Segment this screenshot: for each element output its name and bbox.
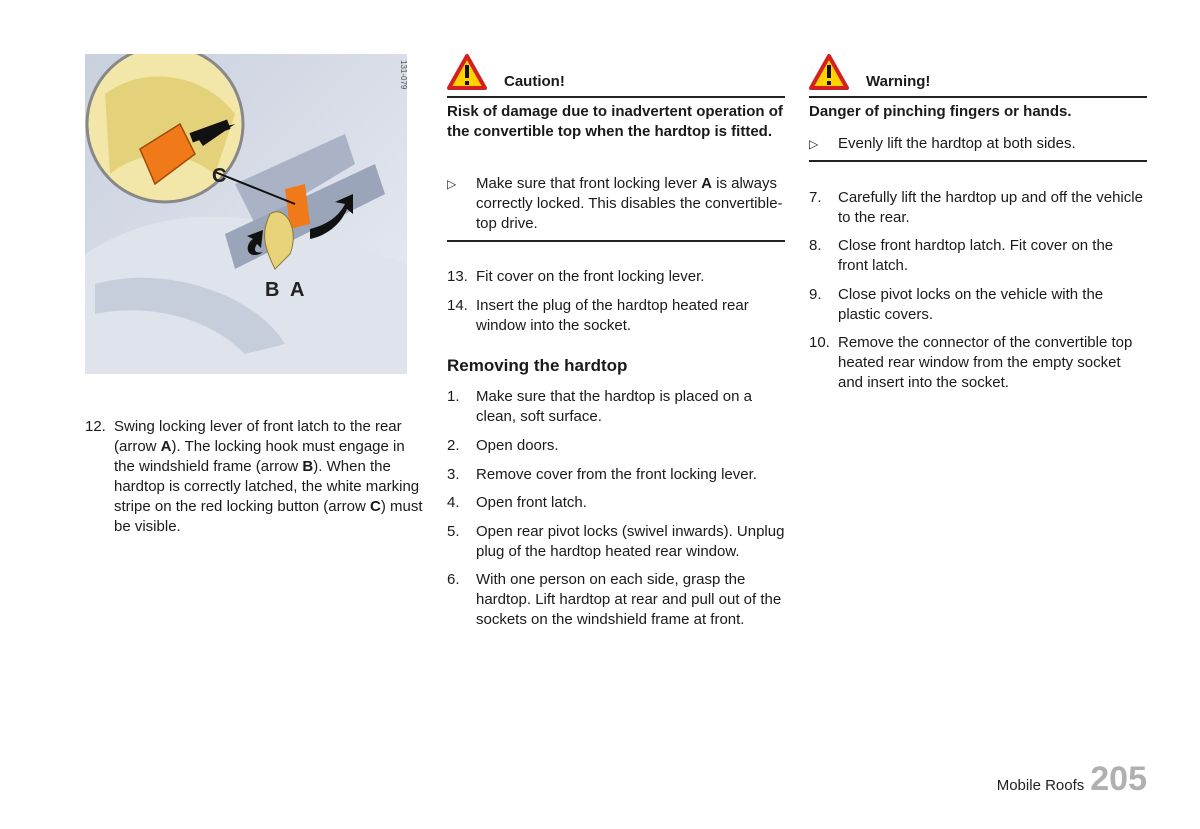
caution-subtitle: Risk of damage due to inadvertent operation of the convertible top when the hardtop is fitted. xyxy=(447,103,783,140)
removal-step: 4. Open front latch. xyxy=(447,494,587,511)
label-c: C xyxy=(212,165,227,187)
caution-divider xyxy=(447,240,785,242)
removal-step: 1. Make sure that the hardtop is placed on a clean, soft surface. xyxy=(447,388,753,425)
warning-label: Warning! xyxy=(866,73,931,90)
step-13: 13. Fit cover on the front locking lever. xyxy=(447,268,705,285)
page-number: 205 xyxy=(1090,760,1147,798)
warning-bullet: ▷ Evenly lift the hardtop at both sides. xyxy=(809,135,1076,152)
caution-label: Caution! xyxy=(504,73,565,90)
warning-triangle-icon xyxy=(809,54,849,90)
step-12 xyxy=(85,417,425,537)
warning-divider xyxy=(809,160,1147,162)
step-number: 12. xyxy=(85,418,106,435)
step-8: 8. Close front hardtop latch. Fit cover on the front latch. xyxy=(809,237,1114,274)
caution-triangle-icon xyxy=(447,54,487,90)
label-a: A xyxy=(290,279,305,301)
step-7: 7. Carefully lift the hardtop up and off the vehicle to the rear. xyxy=(809,189,1143,226)
page-footer xyxy=(997,762,1147,802)
removal-step: 2. Open doors. xyxy=(447,437,559,454)
footer-section-title: Mobile Roofs xyxy=(996,777,1085,794)
removal-step: 3. Remove cover from the front locking lever. xyxy=(447,466,757,483)
warning-subtitle: Danger of pinching fingers or hands. xyxy=(809,103,1072,120)
figure-code: 131-079 xyxy=(399,60,408,90)
step-14: 14. Insert the plug of the hardtop heated rear window into the socket. xyxy=(447,297,749,334)
label-b: B xyxy=(265,279,280,301)
caution-header xyxy=(447,54,785,98)
hardtop-latch-illustration xyxy=(85,54,415,374)
bullet-arrow-icon: ▷ xyxy=(809,137,819,151)
bullet-arrow-icon: ▷ xyxy=(447,177,457,191)
section-heading: Removing the hardtop xyxy=(447,356,628,375)
removal-step: 5. Open rear pivot locks (swivel inwards). Unplug plug of the hardtop heated rear window. xyxy=(447,523,785,560)
step-10: 10. Remove the connector of the convertible top heated rear window from the empty socket and insert into the socket. xyxy=(809,334,1133,391)
removal-step: 6. With one person on each side, grasp the hardtop. Lift hardtop at rear and pull out of the sockets on the windshield frame at front. xyxy=(447,571,782,628)
step-text: Swing locking lever of front latch to the rear (arrow A). The locking hook must engage in the windshield frame (arrow B). When the hardtop is correctly latched, the white marking stripe on the red locking button (arrow C) must be visible. xyxy=(114,418,423,535)
caution-bullet: ▷ Make sure that front locking lever A is always correctly locked. This disables the convertible-top drive. xyxy=(447,175,783,232)
step-9: 9. Close pivot locks on the vehicle with the plastic covers. xyxy=(809,286,1104,323)
warning-header xyxy=(809,54,1147,98)
